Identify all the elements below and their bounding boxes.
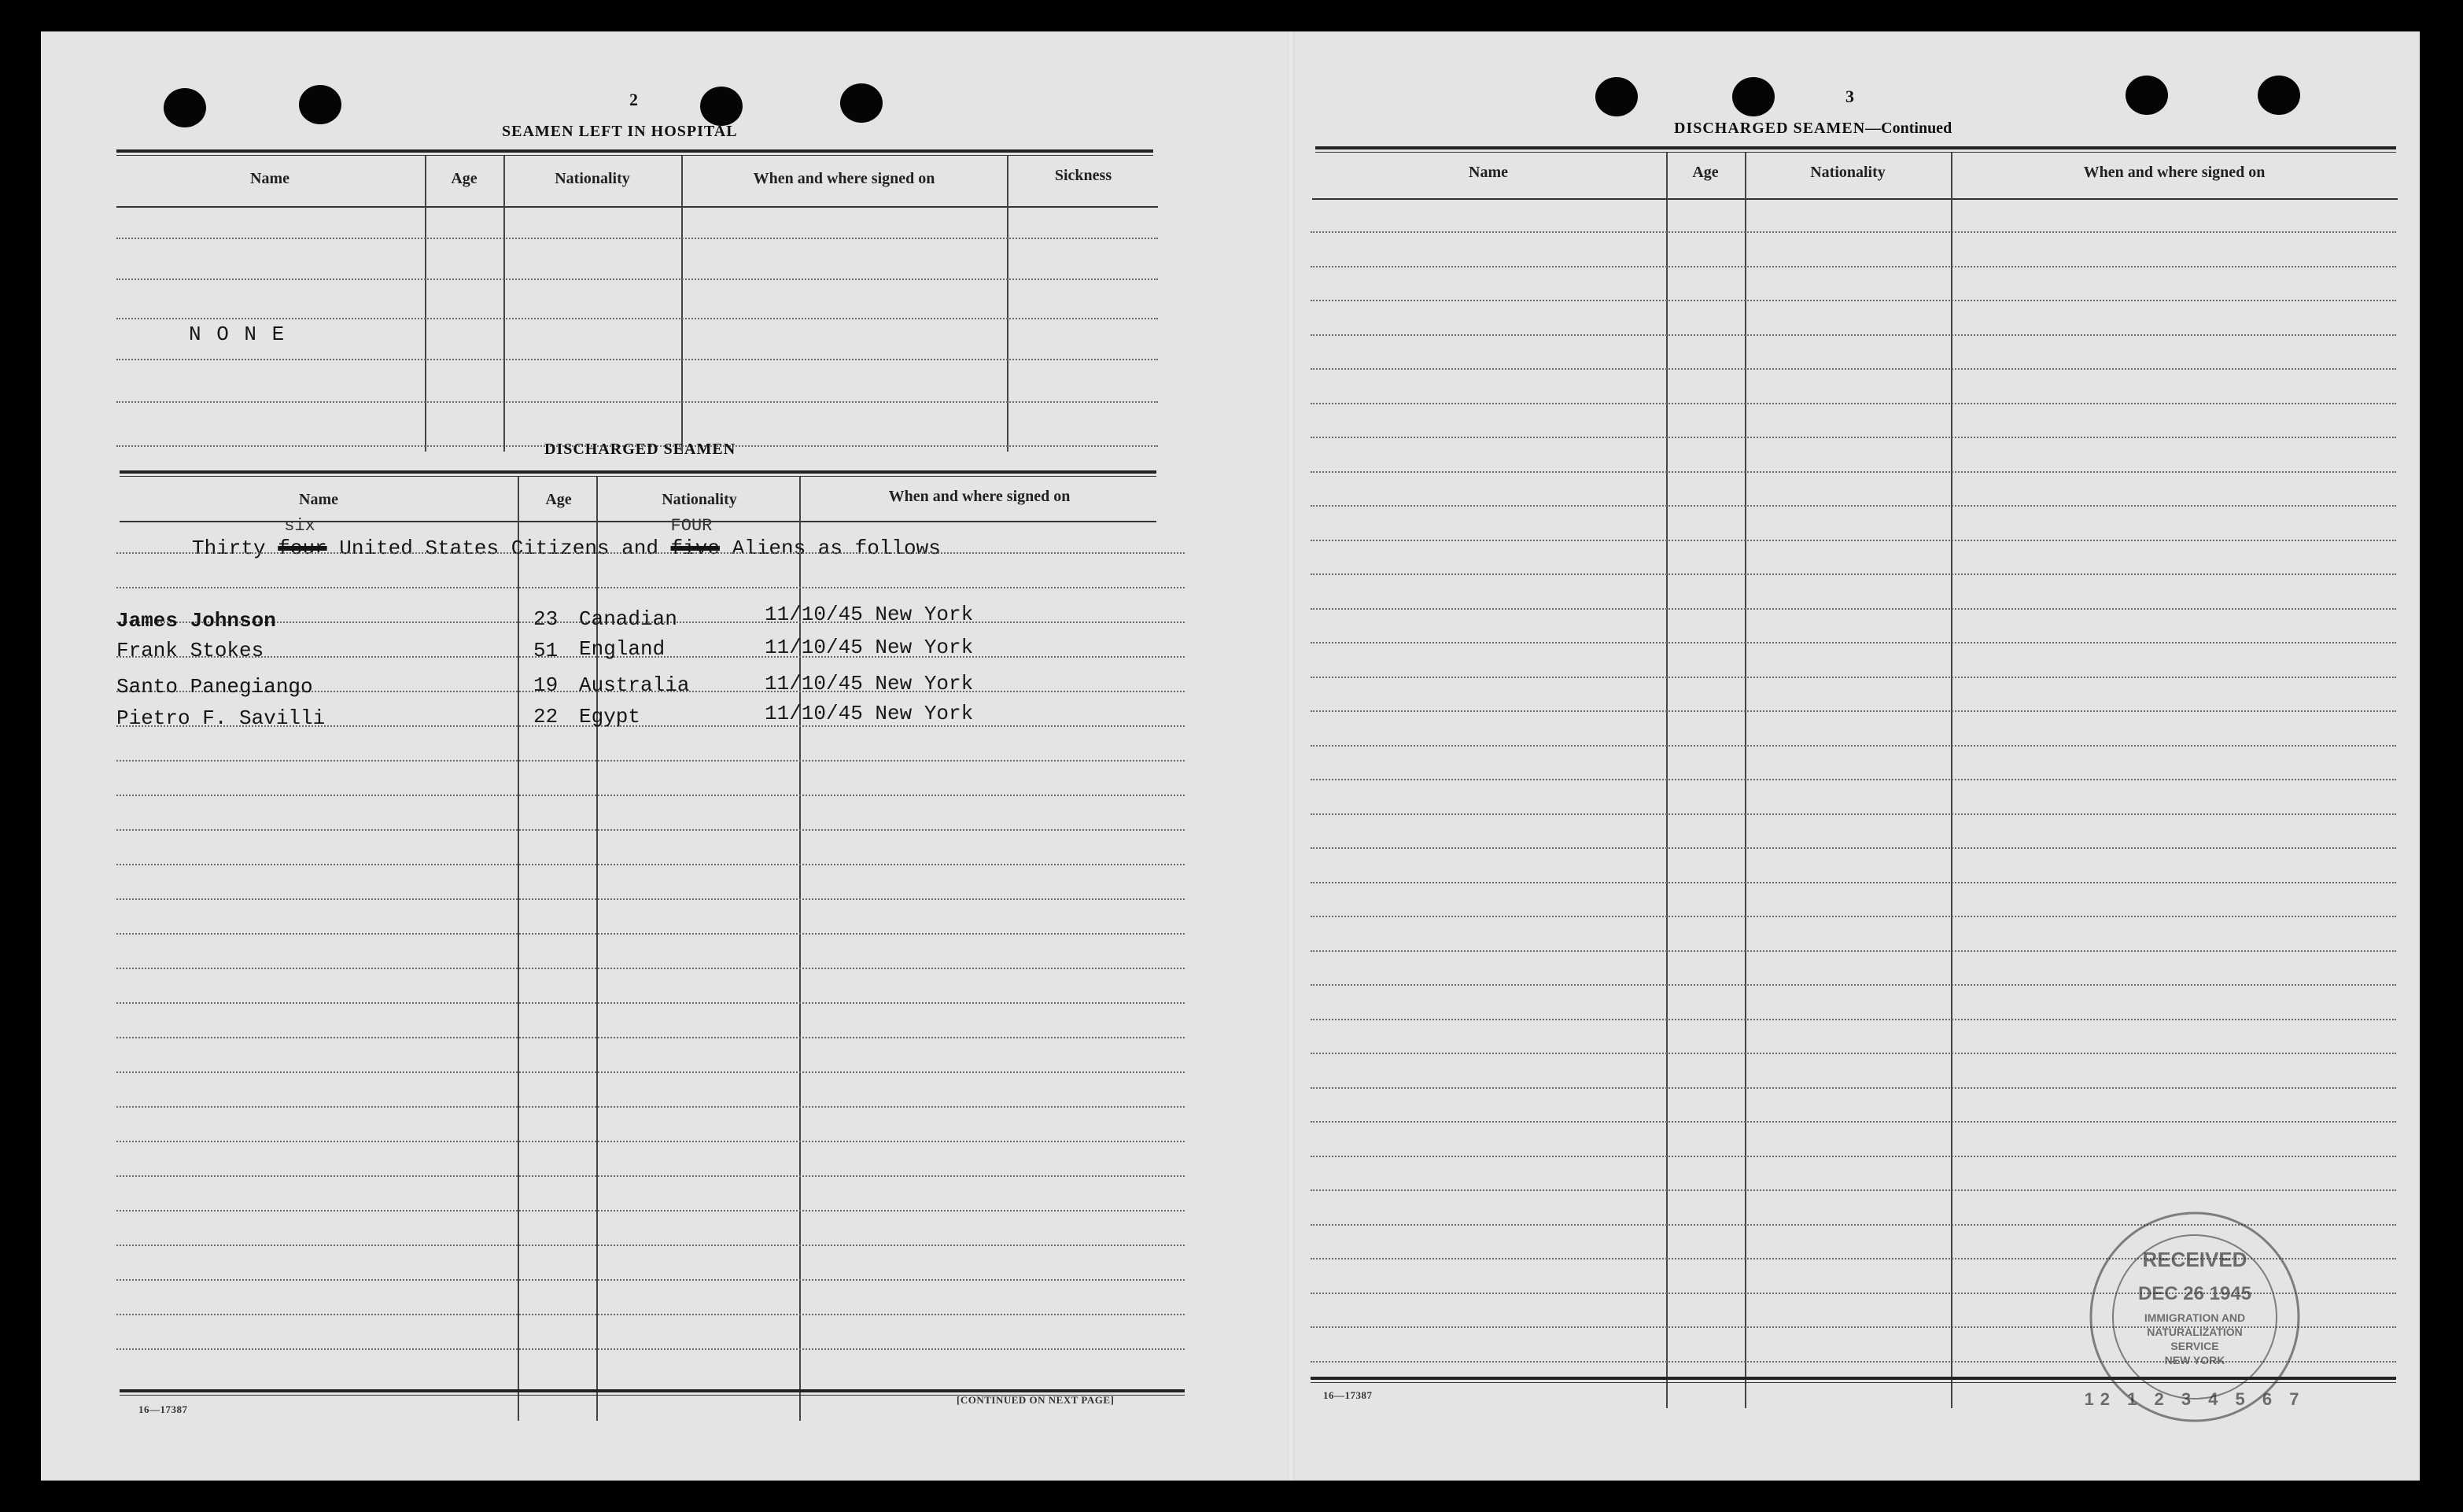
discharged-header-rule — [120, 521, 1156, 522]
stamp-date: DEC 26 1945 — [2137, 1283, 2252, 1304]
row-line — [1311, 916, 2396, 917]
row-line — [116, 898, 1185, 900]
punch-hole — [1595, 77, 1638, 116]
row-line — [1311, 745, 2396, 747]
discharged-summary-line — [192, 516, 941, 560]
row-line — [116, 968, 1185, 969]
row-line — [116, 1106, 1185, 1108]
row-line — [116, 1141, 1185, 1142]
page-number-right: 3 — [1845, 87, 1854, 106]
row-line — [1311, 437, 2396, 438]
stamp-agency-2: NATURALIZATION — [2147, 1326, 2243, 1338]
summary-inserted-count-1: six — [284, 516, 315, 536]
seaman-name: James Johnson — [116, 609, 276, 632]
row-line — [1311, 608, 2396, 610]
discharged-col-age: Age — [545, 491, 572, 508]
seaman-name: Pietro F. Savilli — [116, 706, 326, 730]
row-line — [1311, 1121, 2396, 1123]
hospital-col-divider — [503, 156, 505, 452]
row-line — [116, 795, 1185, 796]
discharged-col-nationality: Nationality — [662, 491, 737, 508]
row-line — [1311, 813, 2396, 815]
summary-middle: United States Citizens and — [339, 537, 658, 560]
hospital-row-line — [116, 278, 1158, 280]
form-number-left: 16—17387 — [138, 1403, 188, 1415]
hospital-row-line — [116, 318, 1158, 319]
stamp-received: RECEIVED — [2142, 1248, 2247, 1271]
hospital-header-rule — [116, 206, 1158, 208]
right-col-divider — [1951, 153, 1952, 1408]
row-line — [116, 552, 1185, 554]
discharged-section-title: DISCHARGED SEAMEN — [544, 441, 736, 458]
seaman-age: 51 — [533, 639, 559, 662]
row-line — [1311, 231, 2396, 233]
form-number-right: 16—17387 — [1323, 1389, 1373, 1401]
right-title-continued: —Continued — [1865, 120, 1952, 137]
hospital-col-nationality: Nationality — [555, 170, 630, 187]
seaman-age: 23 — [533, 607, 559, 631]
right-col-nationality: Nationality — [1810, 164, 1886, 181]
row-line — [1311, 300, 2396, 301]
row-line — [1311, 266, 2396, 267]
hospital-none-entry: N O N E — [189, 323, 286, 346]
right-header-rule — [1312, 198, 2398, 200]
row-line — [116, 1245, 1185, 1246]
hospital-col-age: Age — [451, 170, 477, 187]
summary-prefix: Thirty — [192, 537, 266, 560]
row-line — [1311, 1189, 2396, 1191]
stamp-city: NEW YORK — [2164, 1354, 2225, 1366]
row-line — [1311, 540, 2396, 541]
row-line — [1311, 950, 2396, 952]
stamp-agency-1: IMMIGRATION AND — [2144, 1311, 2246, 1324]
row-line — [1311, 1156, 2396, 1157]
row-line — [116, 1002, 1185, 1004]
seaman-name: Santo Panegiango — [116, 675, 313, 699]
row-line — [116, 1279, 1185, 1281]
row-line — [116, 760, 1185, 762]
row-line — [1311, 1019, 2396, 1020]
seaman-nationality: Canadian — [579, 607, 677, 631]
row-line — [1311, 847, 2396, 849]
row-line — [116, 587, 1185, 588]
hospital-table-top-rule — [116, 149, 1153, 156]
punch-hole — [164, 88, 206, 127]
row-line — [1311, 710, 2396, 712]
row-line — [1311, 505, 2396, 507]
row-line — [116, 1037, 1185, 1038]
discharged-table-top-rule — [120, 470, 1156, 477]
seaman-nationality: England — [579, 637, 666, 661]
row-line — [1311, 403, 2396, 404]
stamp-ring-digits: 12 1 2 3 4 5 6 7 — [2084, 1389, 2306, 1409]
hospital-row-line — [116, 359, 1158, 360]
seaman-signed-on: 11/10/45 New York — [765, 672, 974, 695]
summary-struck-count-2 — [670, 516, 720, 560]
row-line — [1311, 1053, 2396, 1054]
punch-hole — [1732, 77, 1775, 116]
row-line — [116, 864, 1185, 865]
seaman-signed-on: 11/10/45 New York — [765, 702, 974, 725]
right-col-divider — [1666, 153, 1668, 1408]
summary-struck-word-2: five — [670, 537, 720, 560]
row-line — [116, 1175, 1185, 1177]
received-stamp — [2069, 1207, 2328, 1427]
right-title-main: DISCHARGED SEAMEN — [1674, 120, 1866, 137]
hospital-col-divider — [681, 156, 683, 452]
punch-hole — [700, 87, 743, 126]
row-line — [1311, 368, 2396, 370]
continued-note: [CONTINUED ON NEXT PAGE] — [957, 1394, 1115, 1406]
row-line — [1311, 471, 2396, 473]
summary-inserted-count-2: FOUR — [670, 516, 713, 536]
summary-suffix: Aliens as follows — [732, 537, 941, 560]
row-line — [1311, 1087, 2396, 1089]
right-col-signed-on: When and where signed on — [2083, 164, 2266, 181]
summary-struck-count-1 — [278, 516, 327, 560]
punch-hole — [299, 85, 341, 124]
row-line — [116, 829, 1185, 831]
row-line — [1311, 882, 2396, 883]
row-line — [116, 1210, 1185, 1211]
hospital-col-divider — [1007, 156, 1008, 452]
summary-struck-word-1: four — [278, 537, 327, 560]
page-number-left: 2 — [629, 90, 638, 109]
discharged-col-name: Name — [299, 491, 338, 508]
punch-hole — [840, 83, 883, 123]
seaman-name: Frank Stokes — [116, 639, 264, 662]
hospital-row-line — [116, 238, 1158, 239]
seaman-nationality: Australia — [579, 673, 690, 697]
right-section-title — [1674, 120, 1952, 138]
row-line — [116, 1314, 1185, 1315]
seaman-nationality: Egypt — [579, 705, 641, 728]
seaman-signed-on: 11/10/45 New York — [765, 636, 974, 659]
hospital-col-signed-on: When and where signed on — [753, 170, 935, 187]
seaman-age: 19 — [533, 673, 559, 697]
right-table-top-rule — [1315, 146, 2396, 153]
row-line — [1311, 984, 2396, 986]
right-col-age: Age — [1692, 164, 1719, 181]
hospital-col-name: Name — [250, 170, 289, 187]
hospital-row-line — [116, 401, 1158, 403]
row-line — [1311, 573, 2396, 575]
seaman-age: 22 — [533, 705, 559, 728]
discharged-col-signed-on: When and where signed on — [888, 488, 1071, 505]
row-line — [116, 933, 1185, 935]
row-line — [1311, 779, 2396, 780]
page-fold — [1287, 31, 1295, 1481]
hospital-col-sickness: Sickness — [1054, 167, 1112, 184]
stamp-agency-3: SERVICE — [2170, 1340, 2219, 1352]
punch-hole — [2126, 76, 2168, 115]
row-line — [116, 1348, 1185, 1350]
punch-hole — [2258, 76, 2300, 115]
seaman-signed-on: 11/10/45 New York — [765, 603, 974, 626]
row-line — [1311, 642, 2396, 644]
hospital-section-title: SEAMEN LEFT IN HOSPITAL — [502, 123, 738, 140]
row-line — [1311, 677, 2396, 678]
document-page — [41, 31, 2420, 1481]
row-line — [1311, 334, 2396, 336]
hospital-col-divider — [425, 156, 426, 452]
row-line — [116, 1071, 1185, 1073]
right-col-divider — [1745, 153, 1746, 1408]
right-col-name: Name — [1469, 164, 1508, 181]
